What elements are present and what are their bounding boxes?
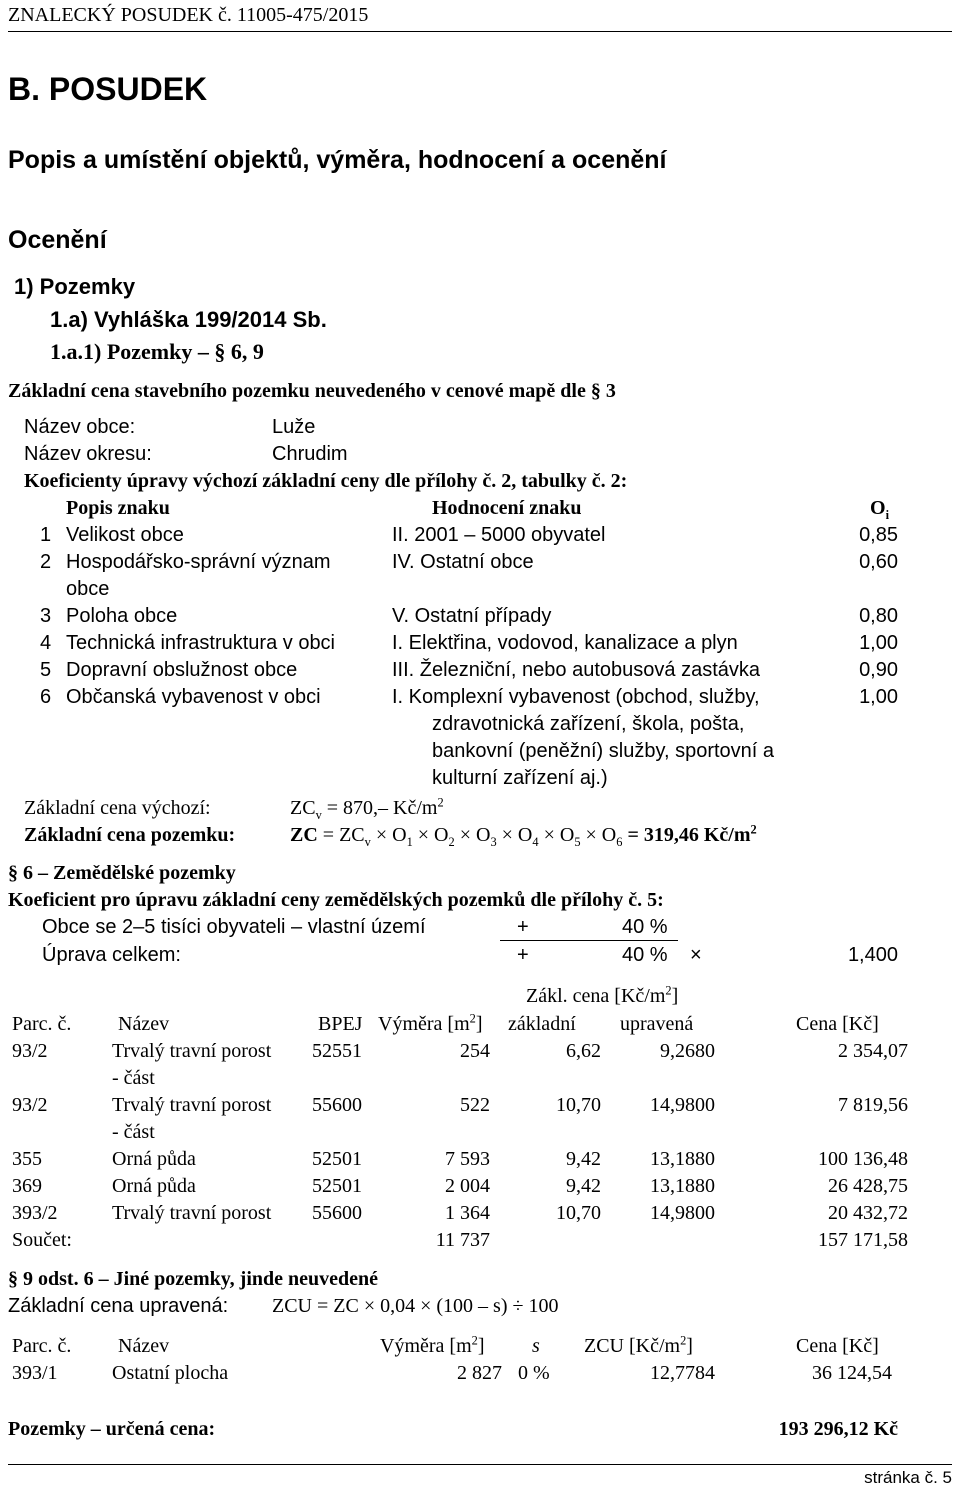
footer-rule (8, 1464, 952, 1465)
okres-label: Název okresu: (24, 443, 152, 465)
zcu-formula: ZCU = ZC × 0,04 × (100 – s) ÷ 100 (272, 1295, 559, 1317)
coef-row-oi: 0,80 (859, 605, 898, 627)
zc-vychozi-value: $ZC_v = 870,-$ $Kč/m^2$ (290, 795, 444, 822)
section-title: B. POSUDEK (8, 71, 208, 107)
parcel-row-bpej: 52551 (312, 1040, 362, 1062)
parcel-row-zakladni: 9,42 (566, 1175, 601, 1197)
col-bpej: BPEJ (318, 1013, 363, 1035)
header-rule (8, 31, 952, 32)
jine-col-nazev: Název (118, 1335, 170, 1357)
coef-row-oi: 1,00 (859, 632, 898, 654)
jine-col-s: s (532, 1335, 540, 1357)
parcel-row-parc: 93/2 (12, 1094, 48, 1116)
uprava-result: 1,400 (847, 944, 898, 966)
parcel-row-cena: 100 136,48 (818, 1148, 908, 1170)
col-hodnoceni-znaku: Hodnocení znaku (432, 497, 582, 519)
coef-row-hodnoceni-cont: bankovní (peněžní) služby, sportovní a (432, 740, 775, 762)
zemedelske-heading: § 6 – Zemědělské pozemky (8, 862, 236, 884)
parcel-row-cena: 26 428,75 (828, 1175, 908, 1197)
koeficienty-title: Koeficienty úpravy výchozí základní ceny dle přílohy č. 2, tabulky č. 2: (24, 470, 628, 492)
coef-row-hodnoceni: V. Ostatní případy (392, 605, 552, 627)
coef-row-number: 6 (40, 686, 52, 708)
jine-row-zcu: 12,7784 (650, 1362, 715, 1384)
coef-row-number: 2 (40, 551, 52, 573)
parcel-row-upravena: 13,1880 (650, 1175, 715, 1197)
parcel-row-upravena: 14,9800 (650, 1094, 715, 1116)
jine-row-s: 0 % (518, 1362, 550, 1384)
parcel-row-nazev: Trvalý travní porost (112, 1202, 272, 1224)
jine-col-vymera: Výměra $[m^2]$ (380, 1333, 485, 1357)
parcel-row-parc: 355 (12, 1148, 42, 1170)
jine-row-cena: 36 124,54 (812, 1362, 892, 1384)
parcel-row-zakladni: 10,70 (556, 1202, 601, 1224)
coef-row-popis: Poloha obce (66, 605, 178, 627)
parcel-row-nazev: Orná půda (112, 1175, 196, 1197)
coef-row-popis: Velikost obce (66, 524, 184, 546)
sum-rule (500, 940, 678, 941)
vyhlaska-heading: 1.a) Vyhláška 199/2014 Sb. (50, 307, 327, 332)
jine-pozemky-heading: § 9 odst. 6 – Jiné pozemky, jinde neuvedené (8, 1268, 379, 1290)
parcel-row-vymera: 254 (460, 1040, 490, 1062)
coef-row-hodnoceni: I. Komplexní vybavenost (obchod, služby, (392, 686, 760, 708)
parcel-row-bpej: 55600 (312, 1202, 362, 1224)
coef-row-hodnoceni: I. Elektřina, vodovod, kanalizace a plyn (392, 632, 738, 654)
coef-row-oi: 0,85 (859, 524, 898, 546)
jine-row-nazev: Ostatní plocha (112, 1362, 229, 1384)
jine-col-zcu: ZCU $[Kč/m^2]$ (584, 1333, 693, 1357)
col-nazev: Název (118, 1013, 170, 1035)
parcel-row-vymera: 2 004 (445, 1175, 490, 1197)
oceneni-heading: Ocenění (8, 226, 107, 254)
page-number: stránka č. 5 (864, 1468, 952, 1487)
jine-col-parc: Parc. č. (12, 1335, 72, 1357)
obce-row-value: 40 % (622, 916, 668, 938)
page-subtitle: Popis a umístění objektů, výměra, hodnocení a ocenění (8, 146, 667, 174)
parcel-row-nazev: Trvalý travní porost (112, 1094, 272, 1116)
parcel-row-upravena: 14,9800 (650, 1202, 715, 1224)
okres-value: Chrudim (272, 443, 348, 465)
parcel-row-upravena: 9,2680 (660, 1040, 715, 1062)
parcel-row-upravena: 13,1880 (650, 1148, 715, 1170)
jine-row-parc: 393/1 (12, 1362, 58, 1384)
coef-row-popis: Technická infrastruktura v obci (66, 632, 336, 654)
col-oi: $O_i$ (870, 497, 890, 522)
coef-row-hodnoceni-cont: kulturní zařízení aj.) (432, 767, 608, 789)
paragraf-heading: 1.a.1) Pozemky – § 6, 9 (50, 339, 264, 364)
jine-row-vymera: 2 827 (457, 1362, 502, 1384)
uprava-value: 40 % (622, 944, 668, 966)
col-zakladni: základní (508, 1013, 576, 1035)
coef-row-oi: 1,00 (859, 686, 898, 708)
zakladni-cena-title: Základní cena stavebního pozemku neuvedeného v cenové mapě dle § 3 (8, 380, 616, 402)
parcel-row-cena: 2 354,07 (838, 1040, 908, 1062)
parcel-row-zakladni: 9,42 (566, 1148, 601, 1170)
parcel-row-bpej: 52501 (312, 1175, 362, 1197)
parcel-row-zakladni: 10,70 (556, 1094, 601, 1116)
coef-row-number: 3 (40, 605, 52, 627)
col-vymera: Výměra $[m^2]$ (378, 1011, 483, 1035)
parcel-row-zakladni: 6,62 (566, 1040, 601, 1062)
coef-row-popis: Dopravní obslužnost obce (66, 659, 298, 681)
obec-label: Název obce: (24, 416, 136, 438)
obce-row-label: Obce se 2–5 tisíci obyvateli – vlastní území (42, 916, 426, 938)
coef-row-number: 4 (40, 632, 52, 654)
parcel-row-vymera: 7 593 (445, 1148, 490, 1170)
uprava-times: × (690, 944, 702, 966)
zakl-cena-header: Zákl. cena $[Kč/m^2]$ (526, 983, 679, 1007)
zc-formula: ZC = $ZC_v \times O_1 \times O_2 \times O_3 \times O_4 \times O_5 \times O_6 = 319,46$ $Kč/m^2$ (290, 822, 757, 849)
obec-value: Luže (272, 416, 316, 438)
coef-row-oi: 0,90 (859, 659, 898, 681)
parcel-row-parc: 93/2 (12, 1040, 48, 1062)
coef-row-hodnoceni: III. Železniční, nebo autobusová zastávka (392, 659, 760, 681)
parcel-row-cena: 20 432,72 (828, 1202, 908, 1224)
zemedelske-koef-title: Koeficient pro úpravu základní ceny zemědělských pozemků dle přílohy č. 5: (8, 889, 664, 911)
coef-row-popis: Hospodářsko-správní význam (66, 551, 331, 573)
coef-row-number: 1 (40, 524, 52, 546)
coef-row-number: 5 (40, 659, 52, 681)
col-cena: Cena [Kč] (796, 1013, 879, 1035)
obce-row-sign: + (517, 916, 529, 938)
parcel-row-nazev-cont: - část (112, 1067, 155, 1089)
zc-pozemku-label: Základní cena pozemku: (24, 824, 236, 846)
coef-row-hodnoceni: II. 2001 – 5000 obyvatel (392, 524, 606, 546)
uprava-label: Úprava celkem: (42, 944, 181, 966)
parcel-row-bpej: 52501 (312, 1148, 362, 1170)
col-upravena: upravená (620, 1013, 694, 1035)
coef-row-oi: 0,60 (859, 551, 898, 573)
soucet-vymera: 11 737 (435, 1229, 490, 1251)
soucet-cena: 157 171,58 (818, 1229, 908, 1251)
coef-row-hodnoceni: IV. Ostatní obce (392, 551, 534, 573)
coef-row-popis-cont: obce (66, 578, 110, 600)
parcel-row-vymera: 522 (460, 1094, 490, 1116)
jine-col-cena: Cena [Kč] (796, 1335, 879, 1357)
parcel-row-parc: 369 (12, 1175, 42, 1197)
parcel-row-parc: 393/2 (12, 1202, 58, 1224)
col-parc: Parc. č. (12, 1013, 72, 1035)
parcel-row-nazev-cont: - část (112, 1121, 155, 1143)
soucet-label: Součet: (12, 1229, 72, 1251)
total-value: 193 296,12 Kč (778, 1418, 898, 1440)
col-popis-znaku: Popis znaku (66, 497, 170, 519)
pozemky-heading: 1) Pozemky (14, 274, 136, 299)
coef-row-hodnoceni-cont: zdravotnická zařízení, škola, pošta, (432, 713, 745, 735)
parcel-row-vymera: 1 364 (445, 1202, 490, 1224)
uprava-sign: + (517, 944, 529, 966)
parcel-row-nazev: Trvalý travní porost (112, 1040, 272, 1062)
zc-vychozi-label: Základní cena výchozí: (24, 797, 211, 819)
parcel-row-nazev: Orná půda (112, 1148, 196, 1170)
coef-row-popis: Občanská vybavenost v obci (66, 686, 321, 708)
zcu-label: Základní cena upravená: (8, 1295, 229, 1317)
total-label: Pozemky – určená cena: (8, 1418, 216, 1440)
document-header: ZNALECKÝ POSUDEK č. 11005-475/2015 (8, 4, 369, 26)
parcel-row-cena: 7 819,56 (838, 1094, 908, 1116)
parcel-row-bpej: 55600 (312, 1094, 362, 1116)
